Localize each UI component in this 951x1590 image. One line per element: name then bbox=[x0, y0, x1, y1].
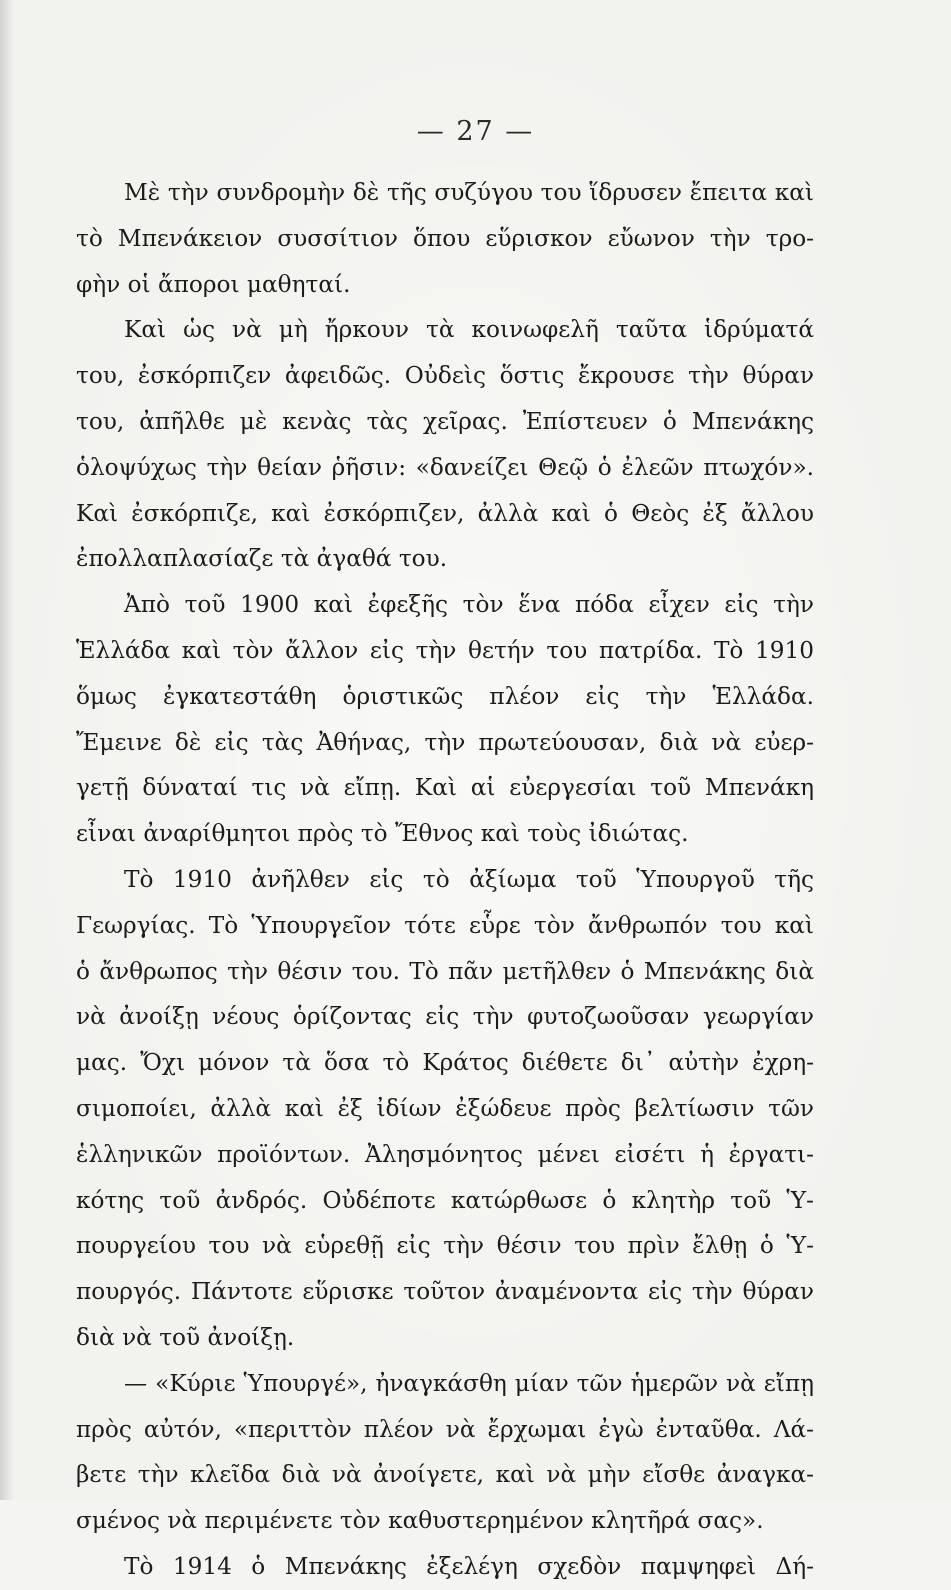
text-line: Ἀπὸ τοῦ 1900 καὶ ἐφεξῆς τὸν ἕνα πόδα εἶχεν εἰς τὴν bbox=[124, 591, 814, 619]
text-line: Τὸ 1910 ἀνῆλθεν εἰς τὸ ἀξίωμα τοῦ Ὑπουργοῦ τῆς bbox=[124, 865, 814, 893]
text-line: Καὶ ὡς νὰ μὴ ἤρκουν τὰ κοινωφελῆ ταῦτα ἱδρύματά bbox=[124, 316, 814, 344]
text-line: ἐπολλαπλασίαζε τὰ ἀγαθά του. bbox=[76, 545, 448, 573]
text-line: πρὸς αὐτόν, «περιττὸν πλέον νὰ ἔρχωμαι ἐγὼ ἐνταῦθα. Λά- bbox=[76, 1415, 814, 1443]
text-line: πουργός. Πάντοτε εὕρισκε τοῦτον ἀναμένοντα εἰς τὴν θύραν bbox=[76, 1278, 814, 1306]
text-line: Καὶ ἐσκόρπιζε, καὶ ἐσκόρπιζεν, ἀλλὰ καὶ ὁ Θεὸς ἐξ ἄλλου bbox=[76, 499, 814, 527]
text-line: του, ἀπῆλθε μὲ κενὰς τὰς χεῖρας. Ἐπίστευεν ὁ Μπενάκης bbox=[76, 407, 814, 435]
text-line: Γεωργίας. Τὸ Ὑπουργεῖον τότε εὗρε τὸν ἄνθρωπόν του καὶ bbox=[76, 911, 814, 939]
page-edge-shadow bbox=[0, 0, 14, 1500]
text-line: Τὸ 1914 ὁ Μπενάκης ἐξελέγη σχεδὸν παμψηφεὶ Δή- bbox=[124, 1552, 814, 1580]
text-line: σιμοποίει, ἀλλὰ καὶ ἐξ ἰδίων ἐξώδευε πρὸς βελτίωσιν τῶν bbox=[76, 1094, 814, 1122]
text-line: κότης τοῦ ἀνδρός. Οὐδέποτε κατώρθωσε ὁ κλητὴρ τοῦ Ὑ- bbox=[76, 1186, 814, 1214]
text-line: ὁ ἄνθρωπος τὴν θέσιν του. Τὸ πᾶν μετῆλθεν ὁ Μπενάκης διὰ bbox=[76, 957, 814, 985]
text-line: του, ἐσκόρπιζεν ἀφειδῶς. Οὐδεὶς ὅστις ἔκρουσε τὴν θύραν bbox=[76, 362, 814, 390]
text-line: τὸ Μπενάκειον συσσίτιον ὅπου εὕρισκον εὔωνον τὴν τρο- bbox=[76, 224, 814, 252]
text-line: φὴν οἱ ἄποροι μαθηταί. bbox=[76, 270, 351, 298]
text-line: εἶναι ἀναρίθμητοι πρὸς τὸ Ἔθνος καὶ τοὺς ἰδιώτας. bbox=[76, 820, 689, 848]
text-line: ἑλληνικῶν προϊόντων. Ἀλησμόνητος μένει εἰσέτι ἡ ἐργατι- bbox=[76, 1140, 814, 1168]
text-line: μας. Ὄχι μόνον τὰ ὅσα τὸ Κράτος διέθετε δι᾽ αὐτὴν ἐχρη- bbox=[76, 1049, 814, 1077]
text-line: διὰ νὰ τοῦ ἀνοίξῃ. bbox=[76, 1323, 295, 1351]
text-line: ὅμως ἐγκατεστάθη ὁριστικῶς πλέον εἰς τὴν Ἑλλάδα. bbox=[76, 682, 814, 710]
text-line: Ἔμεινε δὲ εἰς τὰς Ἀθήνας, τὴν πρωτεύουσαν, διὰ νὰ εὐερ- bbox=[76, 728, 814, 756]
page-number: — 27 — bbox=[416, 116, 535, 147]
text-line: γετῇ δύναταί τις νὰ εἴπῃ. Καὶ αἱ εὐεργεσίαι τοῦ Μπενάκη bbox=[76, 774, 814, 802]
text-line: νὰ ἀνοίξῃ νέους ὁρίζοντας εἰς τὴν φυτοζωοῦσαν γεωργίαν bbox=[76, 1003, 814, 1031]
text-line: — «Κύριε Ὑπουργέ», ἠναγκάσθη μίαν τῶν ἡμερῶν νὰ εἴπῃ bbox=[124, 1369, 814, 1397]
text-line: ὁλοψύχως τὴν θείαν ῥῆσιν: «δανείζει Θεῷ ὁ ἐλεῶν πτωχόν». bbox=[76, 453, 814, 481]
text-line: σμένος νὰ περιμένετε τὸν καθυστερημένον κλητῆρά σας». bbox=[76, 1507, 764, 1535]
text-line: Μὲ τὴν συνδρομὴν δὲ τῆς συζύγου του ἵδρυσεν ἔπειτα καὶ bbox=[124, 179, 814, 206]
body-text bbox=[76, 170, 814, 1590]
text-line: Ἑλλάδα καὶ τὸν ἄλλον εἰς τὴν θετήν του πατρίδα. Τὸ 1910 bbox=[76, 636, 814, 664]
text-line: βετε τὴν κλεῖδα διὰ νὰ ἀνοίγετε, καὶ νὰ μὴν εἴσθε ἀναγκα- bbox=[76, 1461, 814, 1489]
text-line: πουργείου του νὰ εὑρεθῇ εἰς τὴν θέσιν του πρὶν ἔλθῃ ὁ Ὑ- bbox=[76, 1232, 814, 1260]
